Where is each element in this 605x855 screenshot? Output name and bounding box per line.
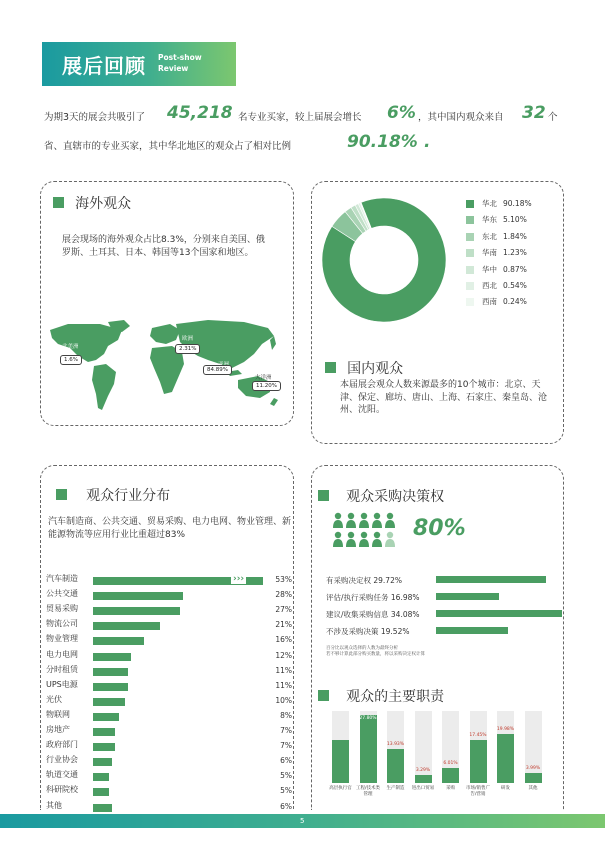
person-icon-body [385,539,395,547]
duty-column-bar [332,740,349,783]
intro-text-2b: . [424,132,431,152]
legend-name: 西北 [482,280,497,290]
duty-value: 27.80% [359,716,377,721]
header-subtitle [158,52,202,74]
callout-eu: 2.31% [175,344,200,354]
industry-value: 6% [280,756,292,766]
industry-value: 5% [280,771,292,781]
legend-swatch [466,216,474,224]
intro-text-2a: 省、直辖市的专业买家，其中华北地区的观众占了相对比例 [44,141,292,152]
provinces-number: 32 [522,103,546,123]
person-icon-body [359,539,369,547]
person-icon-head [335,532,341,538]
map-south-america [92,364,116,410]
person-icon-head [374,513,380,519]
overseas-title [53,193,131,213]
north-share-number: 90.18% [347,132,418,152]
legend-swatch [466,233,474,241]
duty-value: 3.99% [525,766,541,772]
duty-value: 3.29% [415,767,431,773]
industry-label: 电力电网 [46,649,78,659]
person-icon-body [372,520,382,528]
industry-title-text: 观众行业分布 [86,488,171,504]
legend-item [466,231,532,247]
industry-label: 物业管理 [46,634,78,644]
industry-label: 行业协会 [46,755,78,765]
duty-column-bar [442,768,459,783]
industry-label: 公共交通 [46,589,78,599]
industry-bar [93,743,115,751]
purchase-bar [436,627,508,634]
legend-name: 华中 [482,264,497,274]
legend-swatch [466,298,474,306]
legend-swatch [466,282,474,290]
industry-value: 21% [275,620,292,630]
industry-bar [93,622,160,630]
person-icon-body [333,539,343,547]
visitors-number: 45,218 [167,103,233,123]
title-square-icon [325,362,336,373]
header-subtitle-1: Post-show [158,53,202,62]
duty-label: 高层执行官 [329,786,352,791]
legend-value: 0.24% [503,297,527,307]
industry-desc: 汽车制造商、公共交通、贸易采购、电力电网、物业管理、新能源物流等应用行业比重超过83% [48,517,292,540]
industry-label: UPS电源 [46,679,78,689]
map-europe [150,324,180,344]
duty-column-bar [387,749,404,783]
duty-label: 其他 [528,786,538,791]
legend-value: 0.87% [503,264,527,274]
callout-oceania: 11.20% [252,381,281,391]
industry-label: 物联网 [46,709,70,719]
map-label-eu: 欧洲 [182,336,194,342]
legend-swatch [466,266,474,274]
purchase-label: 有采购决定权 29.72% [326,576,402,585]
industry-label: 房地产 [46,725,70,734]
legend-item [466,214,532,230]
growth-number: 6% [387,103,416,123]
section-header [42,42,236,86]
duty-label: 进出口贸易 [411,786,435,791]
page-number: 5 [300,817,305,825]
industry-value: 8% [280,710,292,720]
industry-title [56,485,170,505]
duty-label: 采购 [446,786,455,791]
domestic-donut [316,192,452,328]
callout-asia: 84.89% [203,365,232,375]
industry-bar [93,728,115,736]
title-square-icon [318,690,329,701]
duty-label: 生产制造 [386,786,405,791]
legend-name: 东北 [482,231,497,241]
intro-text-1b: 名专业买家，较上届展会增长 [238,112,362,123]
legend-value: 90.18% [503,199,532,208]
industry-bar [93,788,109,796]
industry-bar [93,804,112,812]
map-new-zealand [270,398,278,406]
industry-value: 27% [275,605,292,615]
duty-label: 工程/技术类管理 [355,786,381,797]
person-icon-body [372,539,382,547]
legend-name: 华北 [482,199,497,208]
person-icon-body [385,520,395,528]
purchase-note [326,646,425,658]
person-icon-head [348,513,354,519]
industry-bar [93,592,183,600]
legend-value: 5.10% [503,215,527,225]
legend-value: 0.54% [503,280,527,290]
industry-label: 轨道交通 [46,770,78,780]
map-japan [270,336,276,350]
industry-value: 11% [275,665,292,675]
industry-value: 7% [280,726,292,735]
duty-value: 19.98% [496,727,515,733]
industry-label: 其他 [46,800,62,810]
duties-chart [329,712,552,810]
legend-swatch [466,200,474,208]
legend-name: 西南 [482,297,497,307]
industry-label: 贸易采购 [46,604,78,614]
person-icon-head [335,513,341,519]
legend-item [466,296,532,312]
duty-value: 13.93% [386,741,405,747]
industry-bar [93,637,144,645]
purchase-note-1: 百分比以观众选择的人数为最终分析 [326,646,398,651]
person-icon-body [333,520,343,528]
duty-value: 17.45% [469,733,487,739]
industry-value: 10% [275,695,292,705]
industry-label: 物流公司 [46,619,78,629]
intro-text-1a: 为期3天的展会共吸引了 [44,112,146,123]
purchase-bar [436,610,562,617]
person-icon-head [361,513,367,519]
duty-column-bar [360,715,377,783]
industry-label: 科研院校 [46,785,78,795]
industry-bar [93,773,109,781]
purchase-title [318,486,444,506]
axis-break-icon: ››› [233,574,245,584]
world-map [48,320,288,415]
person-icon-head [374,532,380,538]
person-icon-body [346,520,356,528]
duty-column-bar [497,734,514,783]
industry-value: 53% [275,575,292,584]
overseas-title-text: 海外观众 [75,196,132,212]
duty-value: 6.01% [443,761,458,767]
title-square-icon [56,489,67,500]
industry-bar [93,683,128,691]
duty-column-bar [415,775,432,783]
intro-text-1c: ，其中国内观众来自 [418,112,504,123]
industry-value: 7% [280,741,292,751]
industry-label: 汽车制造 [46,574,78,583]
duty-column-bar [525,773,542,783]
legend-name: 华东 [482,215,497,225]
legend-item [466,264,532,280]
industry-bar [93,698,125,706]
footer-bar [0,814,605,828]
legend-swatch [466,249,474,257]
people-icons [332,512,400,550]
person-icon-head [387,532,393,538]
industry-value: 5% [280,786,292,796]
map-label-na: 北美洲 [62,344,79,350]
map-label-oceania: 大洋洲 [255,375,272,381]
industry-label: 政府部门 [46,740,78,750]
industry-bar [93,607,180,615]
purchase-big-number: 80% [413,516,466,541]
legend-value: 1.84% [503,231,527,241]
purchase-bar [436,576,546,583]
purchase-note-2: 若不够计算此部分购买数量，将以采购决定权计算 [326,652,425,657]
person-icon-head [348,532,354,538]
person-icon-body [359,520,369,528]
purchase-title-text: 观众采购决策权 [346,489,445,505]
person-icon-head [361,532,367,538]
callout-na: 1.6% [60,355,82,365]
domestic-title [325,358,403,378]
domestic-desc: 本届展会观众人数来源最多的10个城市：北京、天津、保定、廊坊、唐山、上海、石家庄、秦皇岛、沧州、沈阳。 [340,380,548,415]
duty-label: 市场/销售广告/营销 [465,786,491,797]
purchase-label: 不涉及采购决策 19.52% [326,627,410,636]
intro-text-1d: 个 [548,112,558,123]
industry-value: 6% [280,801,292,811]
overseas-desc: 展会现场的海外观众占比8.3%，分别来自美国、俄罗斯、土耳其、日本、韩国等13个国家和地区。 [62,235,265,258]
duty-column-bar [470,740,487,783]
industry-value: 16% [275,635,292,645]
industry-label: 分时租赁 [46,664,78,674]
industry-bar [93,668,128,676]
legend-value: 1.23% [503,248,527,258]
duties-title [318,686,444,706]
industry-label: 光伏 [46,694,62,704]
purchase-label: 评估/执行采购任务 16.98% [326,593,420,602]
legend-item [466,247,532,263]
title-square-icon [318,490,329,501]
domestic-title-text: 国内观众 [347,361,404,377]
person-icon-head [387,513,393,519]
industry-value: 28% [275,590,292,600]
duties-title-text: 观众的主要职责 [346,689,445,705]
duty-column-track [525,711,542,783]
industry-value: 11% [275,680,292,690]
legend-item [466,280,532,296]
duty-label: 研发 [501,786,510,791]
legend-name: 华南 [482,248,497,258]
header-subtitle-2: Review [158,64,189,73]
industry-bar [93,758,112,766]
purchase-bar [436,593,499,600]
industry-bar [93,653,131,661]
legend-item [466,198,532,214]
title-square-icon [53,197,64,208]
person-icon-body [346,539,356,547]
industry-value: 12% [275,650,292,660]
purchase-label: 建议/收集采购信息 34.08% [326,610,420,619]
domestic-legend [466,198,532,313]
industry-bar [93,713,119,721]
header-title: 展后回顾 [62,54,146,78]
